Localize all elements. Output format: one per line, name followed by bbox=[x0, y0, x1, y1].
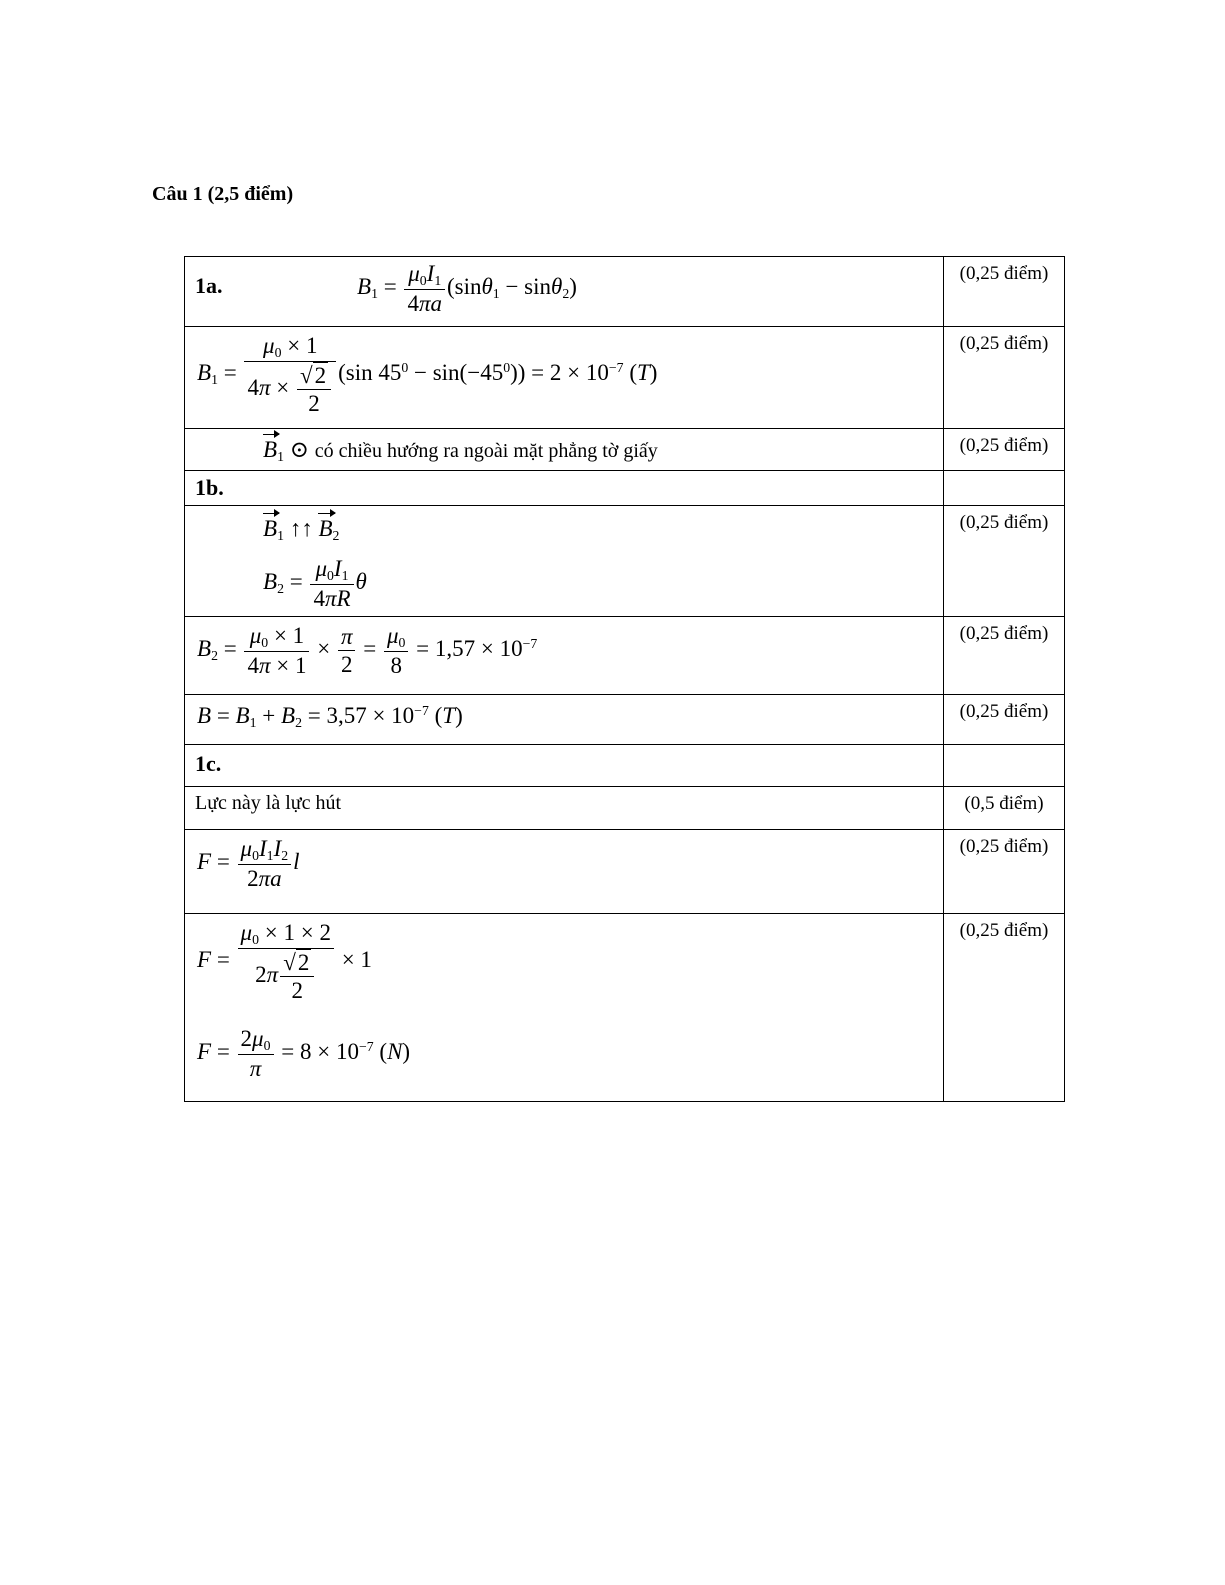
label-1a: 1a. bbox=[195, 273, 223, 298]
points-cell: (0,25 điểm) bbox=[944, 617, 1065, 695]
table-row bbox=[185, 471, 1065, 506]
formula-b1-value: $B_1$ = $\mu_0 \times 1$ 4π × $\frac{√2}{2}$ (sin $45^0 - \sin(-45^0)) = 2 \times 10^{-7}$ (T) bbox=[197, 333, 658, 417]
content-cell bbox=[185, 787, 944, 830]
table-row bbox=[185, 327, 1065, 429]
content-cell bbox=[185, 914, 944, 1102]
points-cell-empty bbox=[944, 471, 1065, 506]
points-cell: (0,25 điểm) bbox=[944, 914, 1065, 1102]
table-row bbox=[185, 830, 1065, 914]
points-cell: (0,25 điểm) bbox=[944, 506, 1065, 617]
points-cell-empty bbox=[944, 745, 1065, 787]
points-cell: (0,25 điểm) bbox=[944, 695, 1065, 745]
formula-b1-general: $B_1$ = $\frac{\mu_0I_1}{4\pi a}$ (sinθ$_1$ − sinθ$_2$) bbox=[357, 261, 577, 317]
points-cell: (0,25 điểm) bbox=[944, 429, 1065, 471]
formula-f-general: F = $\frac{\mu_0I_1I_2}{2\pi a}$ l bbox=[197, 836, 300, 892]
points-cell: (0,25 điểm) bbox=[944, 327, 1065, 429]
direction-text: có chiều hướng ra ngoài mặt phẳng tờ giấy bbox=[314, 440, 658, 462]
table-row bbox=[185, 617, 1065, 695]
formula-f-value: F = $\frac{2\mu_0}{\pi}$ = $8 \times 10^{-7}$ (N) bbox=[197, 1026, 411, 1082]
question-title: Câu 1 (2,5 điểm) bbox=[152, 183, 294, 205]
label-1b: 1b. bbox=[195, 475, 224, 500]
content-cell bbox=[185, 327, 944, 429]
table-row bbox=[185, 695, 1065, 745]
table-row bbox=[185, 506, 1065, 617]
table-row bbox=[185, 745, 1065, 787]
vector-b1-b2-parallel: $B_1$ ↑↑ $B_2$ bbox=[263, 516, 340, 543]
formula-f-substitution: F = $\mu_0 \times 1 \times 2$ 2π $\frac{√2}{2}$ × 1 bbox=[197, 920, 372, 1004]
table-row bbox=[185, 257, 1065, 327]
points-cell: (0,25 điểm) bbox=[944, 830, 1065, 914]
content-cell bbox=[185, 830, 944, 914]
content-cell bbox=[185, 695, 944, 745]
table-row bbox=[185, 429, 1065, 471]
content-cell bbox=[185, 745, 944, 787]
content-cell bbox=[185, 617, 944, 695]
content-cell bbox=[185, 471, 944, 506]
formula-b2-value: $B_2$ = $\frac{\mu_0 \times 1}{4\pi \times 1}$ × $\frac{\pi}{2}$ = $\frac{\mu_0}{8}$ = $1,57 \times 10^{-7}$ bbox=[197, 623, 538, 679]
answer-table bbox=[184, 256, 1065, 1102]
table-row bbox=[185, 787, 1065, 830]
content-cell bbox=[185, 506, 944, 617]
force-type-text: Lực này là lực hút bbox=[195, 792, 342, 814]
content-cell bbox=[185, 257, 944, 327]
table-row bbox=[185, 914, 1065, 1102]
formula-b-total: $B = B_1 + B_2 = 3,57 \times 10^{-7}$ (T) bbox=[197, 703, 463, 730]
vector-b1-direction: $B_1$ ⊙ có chiều hướng ra ngoài mặt phẳng tờ giấy bbox=[263, 437, 658, 464]
content-cell bbox=[185, 429, 944, 471]
label-1c: 1c. bbox=[195, 751, 222, 776]
points-cell: (0,25 điểm) bbox=[944, 257, 1065, 327]
points-cell: (0,5 điểm) bbox=[944, 787, 1065, 830]
formula-b2-general: $B_2$ = $\frac{\mu_0I_1}{4\pi R}$ θ bbox=[263, 556, 367, 612]
